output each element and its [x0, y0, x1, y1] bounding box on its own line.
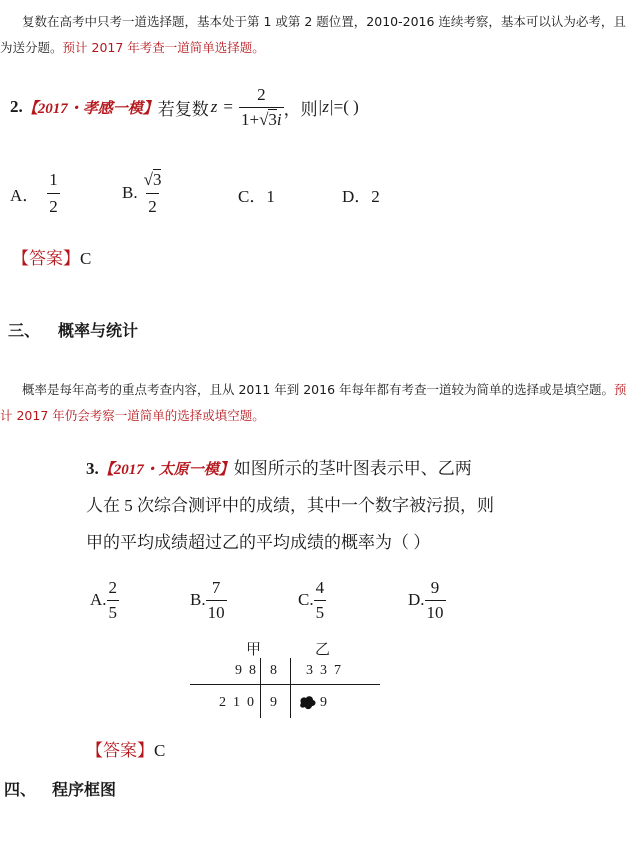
section-3-desc-red-start: 预 [614, 382, 627, 397]
q2-option-d: D．2 [342, 187, 380, 206]
q3-option-b-num: 7 [211, 577, 221, 597]
q3-option-b-label: B. [190, 590, 206, 609]
intro-line-2 [0, 39, 265, 57]
q3-option-d-num: 9 [430, 577, 440, 597]
stem-leaf-row2-stem: 9 [270, 695, 277, 710]
q2-option-a-label: A． [10, 185, 40, 205]
q2-blank: =( ) [333, 97, 359, 116]
q3-option-a-fraction [107, 578, 120, 623]
q2-option-b-den: 2 [146, 193, 159, 217]
sqrt-icon: √ [143, 169, 153, 189]
stem-leaf-row1-yi: 3 3 7 [306, 663, 341, 678]
q3-option-c-fraction [314, 578, 327, 623]
q2-stem: 若复数 [157, 99, 209, 119]
q3-option-a-den: 5 [107, 600, 120, 623]
q2-fraction [239, 85, 284, 130]
q3-number: 3. [86, 459, 99, 478]
q2-den-one-plus: 1+ [240, 109, 260, 129]
q3-answer-value: C [154, 741, 166, 760]
stem-leaf-horizontal-rule [190, 684, 380, 685]
q2-then: ，则 [283, 99, 318, 119]
intro-line-2-text: 为送分题。 [0, 40, 63, 55]
q2-option-b [122, 160, 163, 226]
q2-answer-tag: 【答案】 [12, 249, 80, 268]
q3-option-d-den: 10 [425, 600, 446, 623]
q3-source-tag: 【2017・太原一模】 [98, 462, 234, 478]
q2-option-b-num [142, 170, 164, 193]
section-3-desc-text: 概率是每年高考的重点考查内容，且从 2011 年到 2016 年每年都有考查一道较为简单的选择或是填空题。 [22, 382, 615, 397]
sqrt-icon: √ [259, 109, 269, 129]
q2-fraction-denominator [239, 107, 284, 130]
q2-source-tag: 【2017・孝感一模】 [22, 100, 158, 117]
q2-option-a-den: 2 [47, 193, 60, 217]
stem-leaf-yi-label: 乙 [315, 640, 331, 658]
q3-answer-tag: 【答案】 [86, 741, 154, 760]
section-3-title: 概率与统计 [58, 321, 139, 340]
q2-abs-z: |z| [317, 97, 334, 116]
q3-option-a [90, 572, 119, 628]
intro-line-2-prediction: 预计 2017 年考查一道简单选择题。 [62, 40, 265, 55]
q3-option-b [190, 572, 227, 628]
q2-option-a [10, 160, 60, 226]
q3-option-c-num: 4 [315, 577, 325, 597]
q2-fraction-numerator: 2 [257, 84, 266, 104]
q3-option-d-fraction [425, 578, 446, 623]
q3-option-b-fraction [206, 578, 227, 623]
q2-answer-value: C [80, 249, 92, 268]
q3-line-1 [86, 454, 472, 479]
section-4-heading [4, 777, 116, 800]
stem-leaf-row2-yi: 9 [320, 695, 327, 710]
section-3-desc-line-1 [22, 381, 627, 399]
section-3-heading [8, 318, 138, 341]
q2-option-a-num: 1 [49, 169, 58, 189]
q3-option-a-label: A. [90, 590, 107, 609]
q2-var-z: z [210, 97, 218, 116]
stem-leaf-row1-jia: 9 8 [235, 663, 256, 678]
intro-line-1: 复数在高考中只考一道选择题，基本处于第 1 或第 2 题位置，2010-2016 连续考察，基本可以认为必考，且 [22, 14, 626, 29]
section-3-desc-line-2: 计 2017 年仍会考察一道简单的选择或填空题。 [0, 408, 265, 423]
q3-option-d [408, 572, 446, 628]
q2-option-b-fraction [142, 170, 164, 217]
q2-option-c: C．1 [238, 187, 275, 206]
section-3-number: 三、 [8, 321, 41, 340]
q2-number: 2. [10, 97, 23, 116]
stem-leaf-jia-label: 甲 [246, 640, 262, 658]
stem-leaf-row2-jia: 2 1 0 [219, 695, 254, 710]
q3-option-c-label: C. [298, 590, 314, 609]
q3-line-3: 甲的平均成绩超过乙的平均成绩的概率为（ ） [86, 533, 431, 552]
q3-stem-line-1: 如图所示的茎叶图表示甲、乙两 [233, 459, 472, 478]
q3-line-2: 人在 5 次综合测评中的成绩，其中一个数字被污损，则 [86, 496, 494, 515]
q2-answer [12, 244, 91, 269]
q3-option-c-den: 5 [314, 600, 327, 623]
stem-leaf-left-divider [260, 658, 261, 718]
q3-option-c [298, 572, 326, 628]
ink-blot-icon [298, 694, 318, 712]
section-4-title: 程序框图 [52, 780, 117, 799]
q2-den-i: i [276, 109, 282, 129]
stem-leaf-row1-stem: 8 [270, 663, 277, 678]
question-2 [10, 72, 359, 142]
q2-den-radicand: 3 [268, 109, 277, 129]
q3-option-d-label: D. [408, 590, 425, 609]
q3-option-a-num: 2 [108, 577, 118, 597]
q2-equals: = [223, 97, 233, 116]
q2-option-b-radicand: 3 [152, 169, 162, 189]
section-4-number: 四、 [4, 780, 37, 799]
q3-answer [86, 736, 165, 761]
q2-option-b-label: B. [122, 183, 138, 202]
stem-leaf-right-divider [290, 658, 291, 718]
q2-option-a-fraction [47, 170, 60, 217]
q3-option-b-den: 10 [206, 600, 227, 623]
stem-leaf-plot [190, 638, 390, 728]
